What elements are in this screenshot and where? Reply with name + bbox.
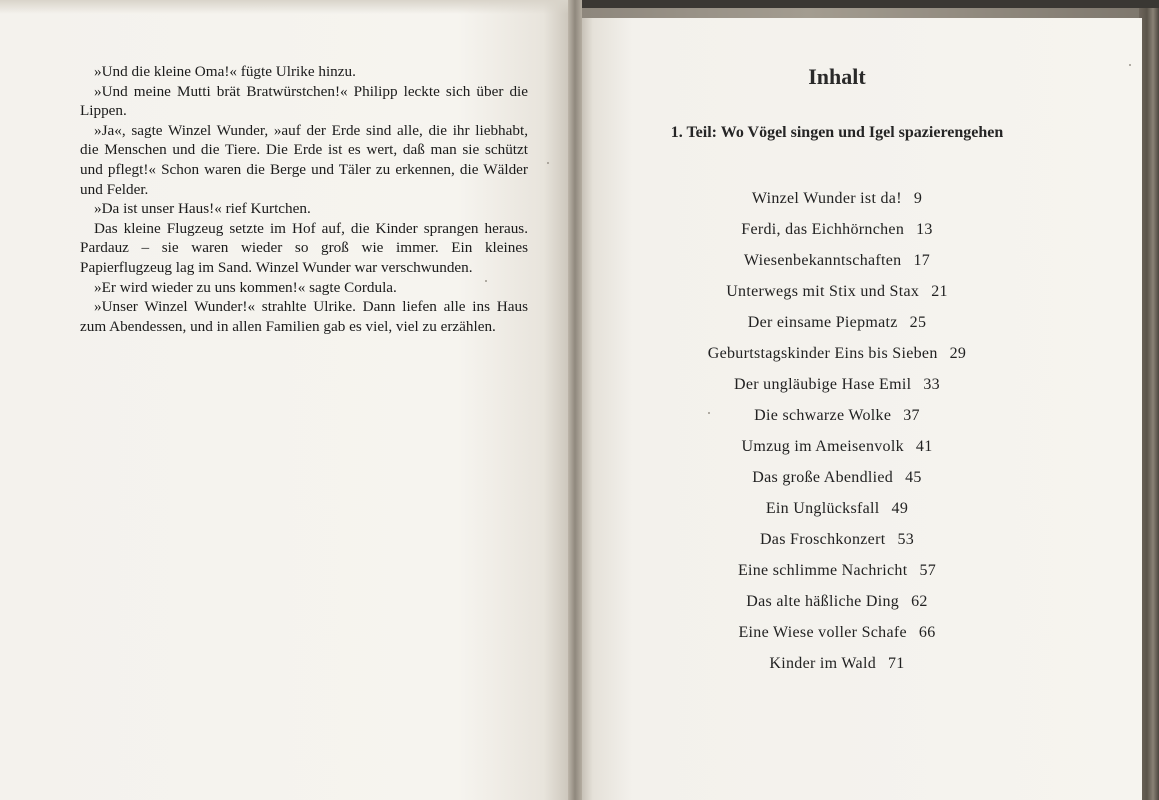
paper-speck — [485, 280, 487, 282]
toc-entry-page: 29 — [949, 345, 967, 362]
toc-entry — [576, 186, 1098, 217]
story-paragraph: »Und die kleine Oma!« fügte Ulrike hinzu. — [94, 63, 356, 80]
paper-speck — [708, 412, 710, 414]
toc-entry-page: 57 — [919, 562, 937, 579]
page-top-shadow — [0, 0, 572, 14]
book-cover-edge — [1139, 8, 1159, 800]
toc-entry-page: 37 — [903, 407, 920, 424]
toc-entry-page: 9 — [913, 190, 923, 207]
toc-entry-page: 71 — [888, 655, 905, 672]
toc-entry — [576, 310, 1098, 341]
toc-entry — [576, 465, 1098, 496]
story-text — [80, 62, 528, 336]
toc-entry-page: 62 — [911, 593, 928, 610]
toc-entry-page: 66 — [918, 624, 936, 641]
toc-entry — [576, 434, 1098, 465]
toc-entry — [576, 403, 1098, 434]
toc-entry-title: Ferdi, das Eichhörnchen — [741, 221, 905, 238]
toc-entry — [576, 372, 1098, 403]
toc-entry-title: Der ungläubige Hase Emil — [734, 376, 912, 393]
toc-list — [576, 186, 1098, 682]
toc-entry-title: Die schwarze Wolke — [754, 407, 892, 424]
toc-entry — [576, 341, 1098, 372]
paper-speck — [1129, 64, 1131, 66]
toc-entry-title: Der einsame Piepmatz — [747, 314, 898, 331]
toc-entry-title: Das große Abendlied — [752, 469, 894, 486]
toc-entry — [576, 496, 1098, 527]
toc-entry-title: Eine Wiese voller Schafe — [738, 624, 907, 641]
toc-entry-title: Umzug im Ameisenvolk — [741, 438, 904, 455]
toc-entry-page: 17 — [913, 252, 931, 269]
toc-entry-page: 41 — [915, 438, 933, 455]
toc-entry — [576, 589, 1098, 620]
story-paragraph: »Und meine Mutti brät Bratwürstchen!« Philipp leckte sich über die Lippen. — [80, 82, 528, 120]
toc-entry-title: Das Froschkonzert — [759, 531, 886, 548]
story-paragraph: »Da ist unser Haus!« rief Kurtchen. — [94, 200, 311, 218]
toc-part-heading: 1. Teil: Wo Vögel singen und Igel spazierengehen — [670, 124, 1004, 141]
toc-entry-page: 53 — [897, 531, 915, 548]
toc-entry — [576, 620, 1098, 651]
toc-entry-title: Wiesenbekanntschaften — [743, 252, 902, 269]
toc-entry — [576, 279, 1098, 310]
toc-title: Inhalt — [808, 64, 866, 89]
toc-entry — [576, 558, 1098, 589]
toc-entry-page: 45 — [905, 469, 922, 486]
toc-entry — [576, 651, 1098, 682]
story-paragraph: »Ja«, sagte Winzel Wunder, »auf der Erde sind alle, die ihr liebhabt, die Menschen und die Tiere. Die Erde ist es wert, daß man sie schützt und pflegt!« Schon waren die Berge und Täler zu erkennen, die Wälder und Felder. — [80, 121, 528, 198]
toc-entry-page: 21 — [931, 283, 948, 300]
toc-entry-title: Das alte häßliche Ding — [746, 593, 900, 610]
toc-entry-page: 13 — [916, 221, 933, 238]
toc-entry-title: Eine schlimme Nachricht — [737, 562, 908, 579]
toc-entry-page: 49 — [891, 500, 909, 517]
toc-entry-title: Ein Unglücksfall — [765, 500, 880, 517]
toc-entry-title: Kinder im Wald — [769, 655, 876, 672]
toc-entry-title: Unterwegs mit Stix und Stax — [726, 283, 920, 300]
toc-entry — [576, 527, 1098, 558]
toc-entry-title: Geburtstagskinder Eins bis Sieben — [707, 345, 938, 362]
story-paragraph: »Unser Winzel Wunder!« strahlte Ulrike. Dann liefen alle ins Haus zum Abendessen, und in allen Familien gab es viel, viel zu erzählen. — [80, 298, 528, 335]
story-paragraph: »Er wird wieder zu uns kommen!« sagte Cordula. — [94, 278, 397, 296]
paper-speck — [547, 162, 549, 164]
toc-entry — [576, 248, 1098, 279]
toc-entry — [576, 217, 1098, 248]
toc-entry-page: 25 — [909, 314, 927, 331]
toc-entry-page: 33 — [923, 376, 940, 393]
story-paragraph: Das kleine Flugzeug setzte im Hof auf, die Kinder sprangen heraus. Pardauz – sie waren wieder so groß wie immer. Ein kleines Papierflugzeug lag im Sand. Winzel Wunder war verschwunden. — [80, 219, 528, 276]
toc-entry-title: Winzel Wunder ist da! — [751, 190, 902, 207]
left-page — [0, 0, 572, 800]
